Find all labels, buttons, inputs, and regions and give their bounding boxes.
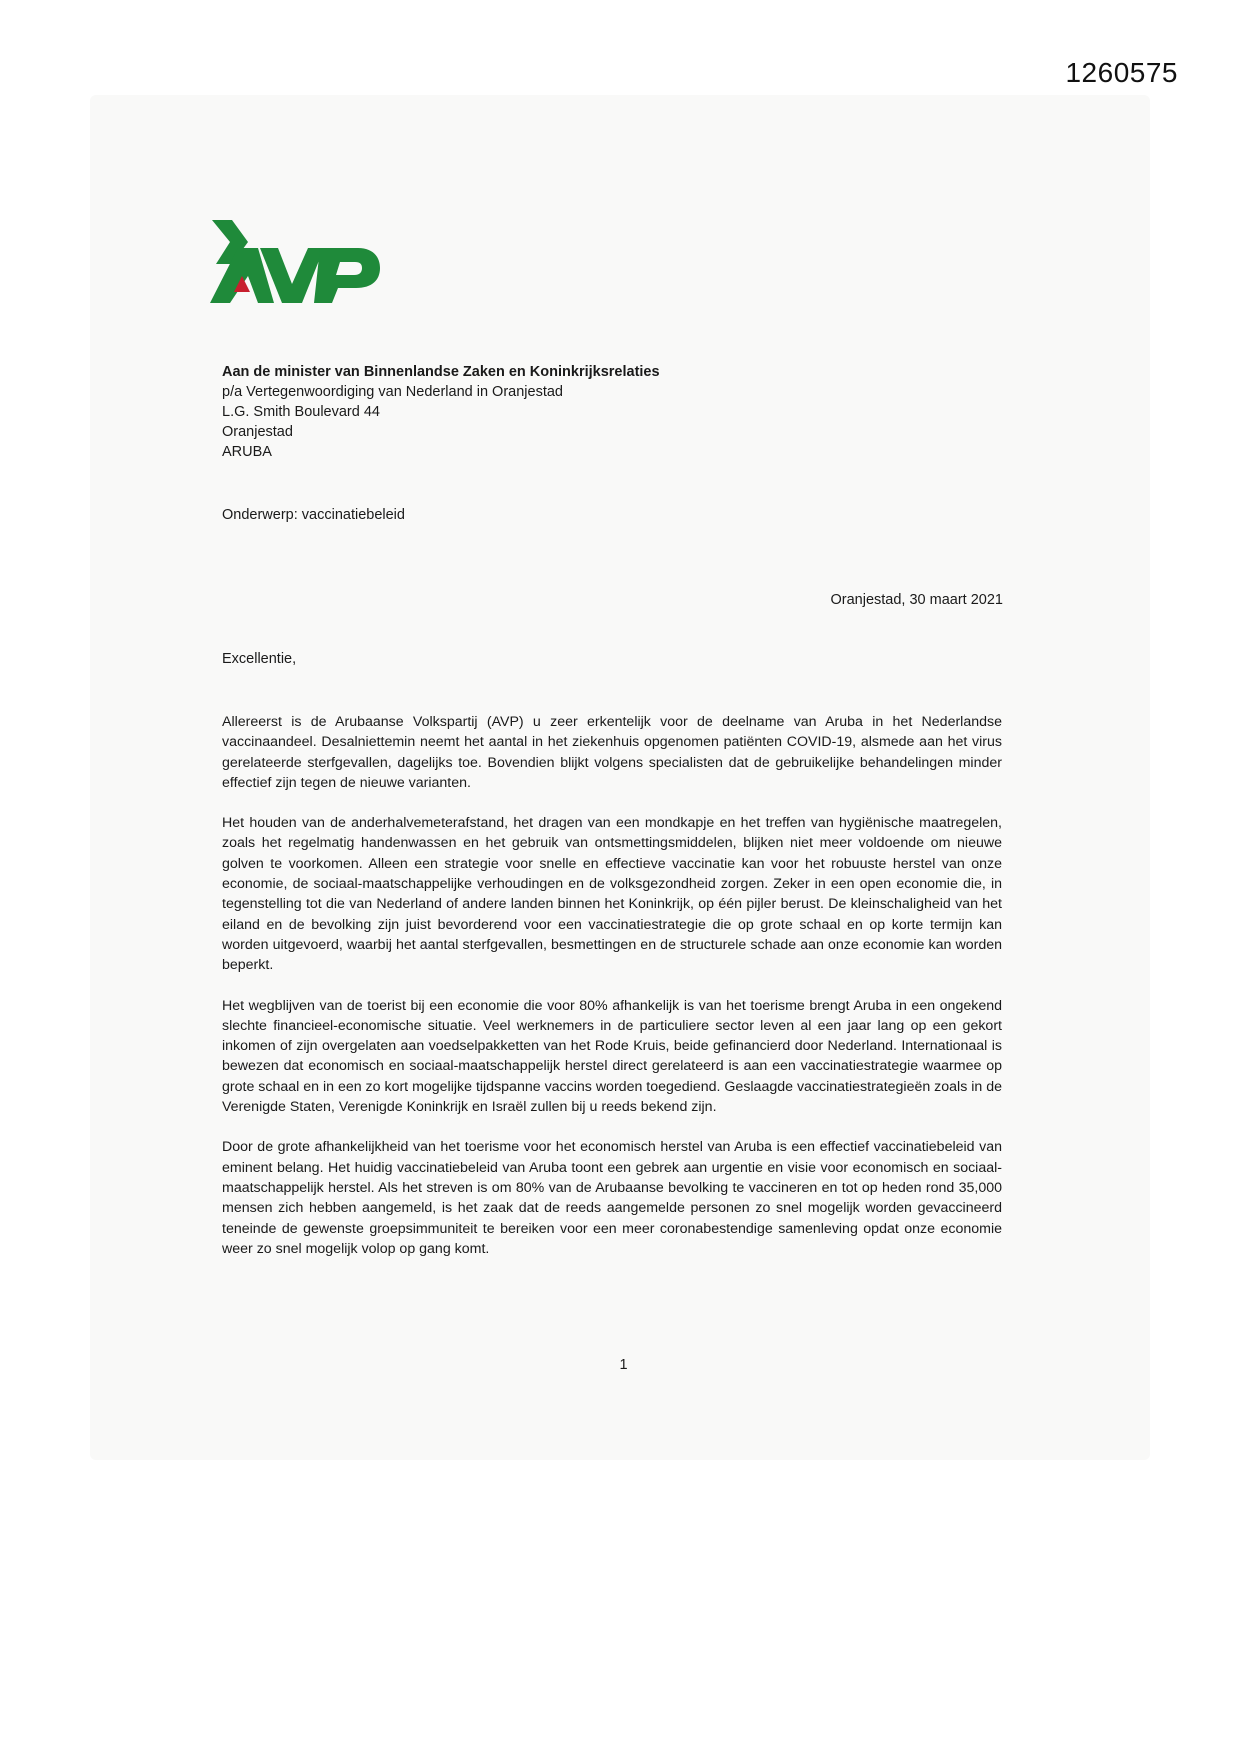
letter-body — [222, 712, 1002, 1279]
logo-letter-p — [314, 248, 380, 303]
body-paragraph: Het wegblijven van de toerist bij een economie die voor 80% afhankelijk is van het toerisme brengt Aruba in een ongekend slechte financieel-economische situatie. Veel werknemers in de particuliere sector leven al een jaar lang op een gekort inkomen of zijn overgelaten aan voedselpakketten van het Rode Kruis, beide gefinancierd door Nederland. Internationaal is bewezen dat economisch en sociaal-maatschappelijk herstel direct gerelateerd is aan een vaccinatiestrategie waarmee op grote schaal en in een zo kort mogelijke tijdspanne vaccins worden toegediend. Geslaagde vaccinatiestrategieën zoals in de Verenigde Staten, Verenigde Koninkrijk en Israël zullen bij u reeds bekend zijn. — [222, 997, 1003, 1116]
avp-logo — [210, 218, 390, 308]
body-paragraph: Allereerst is de Arubaanse Volkspartij (AVP) u zeer erkentelijk voor de deelname van Aruba in het Nederlandse vaccinaandeel. Desalniettemin neemt het aantal in het ziekenhuis opgenomen patiënten COVID-19, alsmede aan het virus gerelateerde sterfgevallen, dagelijks toe. Bovendien blijkt volgens specialisten dat de gebruikelijke behandelingen minder effectief zijn tegen de nieuwe varianten. — [222, 714, 1002, 791]
subject-line: Onderwerp: vaccinatiebeleid — [222, 507, 405, 523]
address-line: L.G. Smith Boulevard 44 — [222, 404, 380, 420]
document-number: 1260575 — [1065, 57, 1178, 88]
body-paragraph: Door de grote afhankelijkheid van het toerisme voor het economisch herstel van Aruba is een effectief vaccinatiebeleid van eminent belang. Het huidig vaccinatiebeleid van Aruba toont een gebrek aan urgentie en visie voor economisch en sociaal-maatschappelijk herstel. Als het streven is om 80% van de Arubaanse bevolking te vaccineren en tot op heden rond 35,000 mensen zich hebben aangemeld, is het zaak dat de reeds aangemelde personen zo snel mogelijk worden gevaccineerd teneinde de gewenste groepsimmuniteit te bereiken voor een meer coronabestendige samenleving opdat onze economie weer zo snel mogelijk volop op gang komt. — [222, 1139, 1002, 1257]
salutation: Excellentie, — [222, 651, 297, 667]
address-line: ARUBA — [222, 444, 272, 460]
page-number: 1 — [619, 1357, 628, 1373]
body-paragraph: Het houden van de anderhalvemeterafstand, het dragen van een mondkapje en het treffen van hygiënische maatregelen, zoals het regelmatig handenwassen en het gebruik van ontsmettingsmiddelen, blijken niet meer voldoende om nieuwe golven te voorkomen. Alleen een strategie voor snelle en effectieve vaccinatie kan voor het robuuste herstel van onze economie, de sociaal-maatschappelijke verhoudingen en de volksgezondheid zorgen. Zeker in een open economie die, in tegenstelling tot die van Nederland of andere landen binnen het Koninkrijk, op één pijler berust. De kleinschaligheid van het eiland en de bevolking zijn juist bevorderend voor een vaccinatiestrategie die op grote schaal en op korte termijn kan worden uitgevoerd, waarbij het aantal sterfgevallen, besmettingen en de structurele schade aan onze economie kan worden beperkt. — [222, 815, 1002, 974]
address-line: Oranjestad — [222, 424, 293, 440]
recipient-address — [222, 362, 660, 462]
letter-date: Oranjestad, 30 maart 2021 — [830, 592, 1003, 608]
recipient-title: Aan de minister van Binnenlandse Zaken en Koninkrijksrelaties — [222, 364, 660, 380]
address-line: p/a Vertegenwoordiging van Nederland in Oranjestad — [222, 384, 563, 400]
